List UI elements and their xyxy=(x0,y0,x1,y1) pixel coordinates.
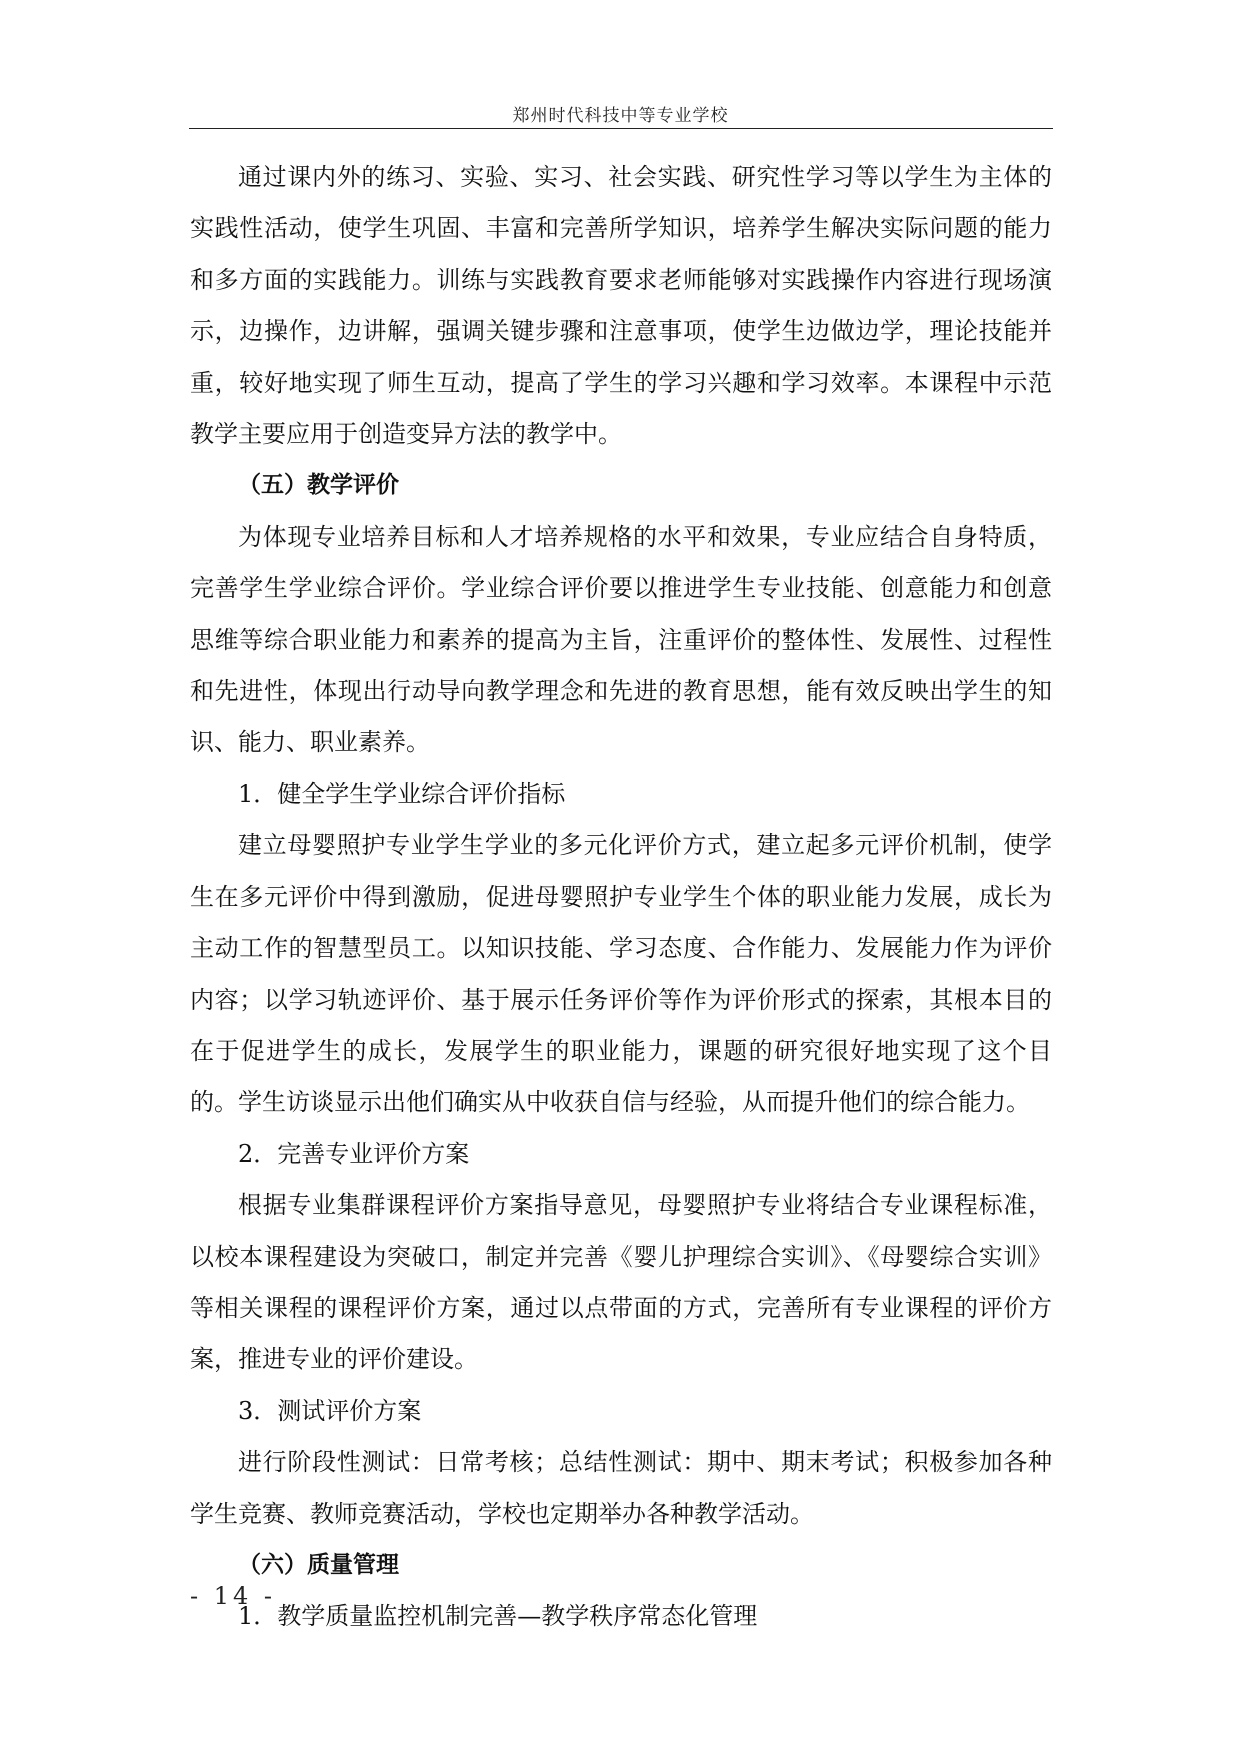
section-heading-teaching-evaluation: （五）教学评价 xyxy=(238,472,399,499)
document-body xyxy=(190,152,1052,1643)
subheading-evaluation-indicators: 1．健全学生学业综合评价指标 xyxy=(238,779,566,808)
subheading-evaluation-plan: 2．完善专业评价方案 xyxy=(238,1139,470,1168)
section-heading-quality-management: （六）质量管理 xyxy=(238,1551,399,1578)
paragraph-evaluation-plan: 根据专业集群课程评价方案指导意见，母婴照护专业将结合专业课程标准，以校本课程建设为突破口，制定并完善《婴儿护理综合实训》、《母婴综合实训》等相关课程的课程评价方案，通过以点带面的方式，完善所有专业课程的评价方案，推进专业的评价建设。 xyxy=(190,1191,1052,1374)
page-header-title: 郑州时代科技中等专业学校 xyxy=(512,106,729,126)
paragraph-evaluation-mechanism: 建立母婴照护专业学生学业的多元化评价方式，建立起多元评价机制，使学生在多元评价中得到激励，促进母婴照护专业学生个体的职业能力发展，成长为主动工作的智慧型员工。以知识技能、学习态度、合作能力、发展能力作为评价内容；以学习轨迹评价、基于展示任务评价等作为评价形式的探索，其根本目的在于促进学生的成长，发展学生的职业能力，课题的研究很好地实现了这个目的。学生访谈显示出他们确实从中收获自信与经验，从而提升他们的综合能力。 xyxy=(190,831,1052,1117)
subheading-test-plan: 3．测试评价方案 xyxy=(238,1396,422,1425)
paragraph-evaluation-intro: 为体现专业培养目标和人才培养规格的水平和效果，专业应结合自身特质，完善学生学业综合评价。学业综合评价要以推进学生专业技能、创意能力和创意思维等综合职业能力和素养的提高为主旨，注重评价的整体性、发展性、过程性和先进性，体现出行动导向教学理念和先进的教育思想，能有效反映出学生的知识、能力、职业素养。 xyxy=(190,522,1052,757)
paragraph-test-plan: 进行阶段性测试：日常考核；总结性测试：期中、期末考试；积极参加各种学生竞赛、教师竞赛活动，学校也定期举办各种教学活动。 xyxy=(190,1448,1052,1528)
page-number: - 14 - xyxy=(190,1582,277,1610)
paragraph-practice: 通过课内外的练习、实验、实习、社会实践、研究性学习等以学生为主体的实践性活动，使学生巩固、丰富和完善所学知识，培养学生解决实际问题的能力和多方面的实践能力。训练与实践教育要求老师能够对实践操作内容进行现场演示，边操作，边讲解，强调关键步骤和注意事项，使学生边做边学，理论技能并重，较好地实现了师生互动，提高了学生的学习兴趣和学习效率。本课程中示范教学主要应用于创造变异方法的教学中。 xyxy=(190,163,1052,449)
subheading-quality-monitoring: 1．教学质量监控机制完善—教学秩序常态化管理 xyxy=(238,1602,758,1631)
header-divider xyxy=(189,128,1053,129)
